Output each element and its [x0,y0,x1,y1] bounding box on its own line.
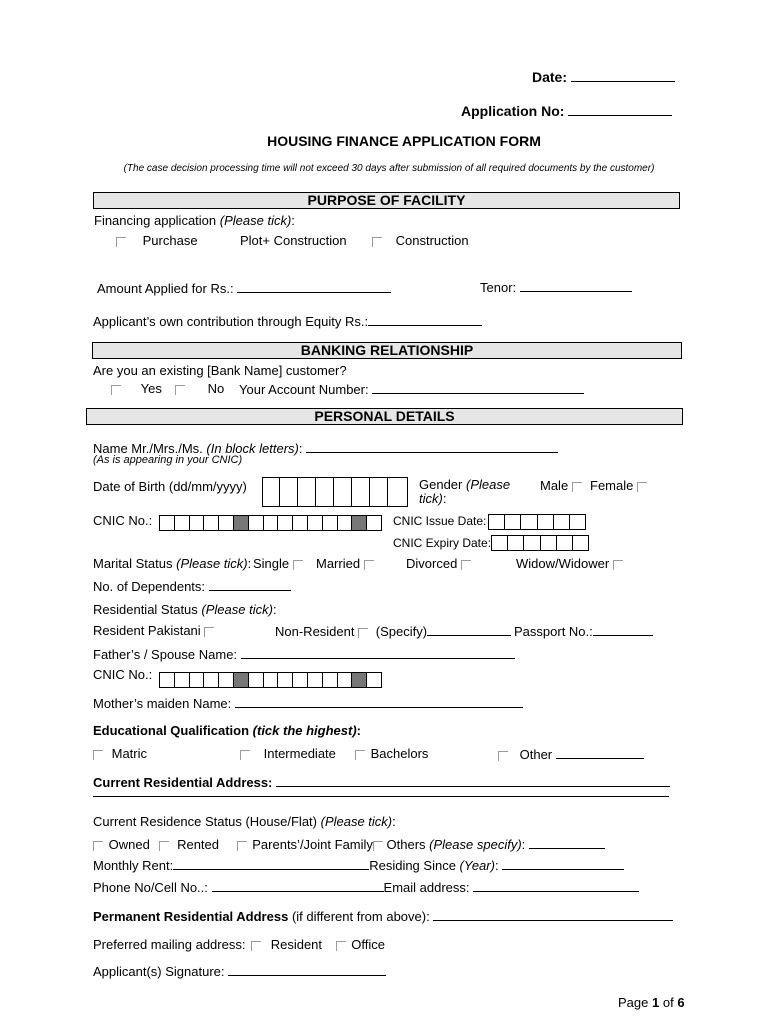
cnic-expiry-label: CNIC Expiry Date: [393,536,492,550]
permanent-address-hint: (if different from above): [291,909,430,924]
name-note: (As is appearing in your CNIC) [93,454,243,466]
residence-status-label: Current Residence Status (House/Flat) [93,814,317,829]
passport-line[interactable] [593,623,653,636]
education-colon: : [356,723,362,738]
section-banking-heading: BANKING RELATIONSHIP [92,342,682,359]
mail-resident-label: Resident [270,937,323,952]
owned-checkbox[interactable] [93,841,103,851]
bachelors-label: Bachelors [370,746,429,761]
others-hint: (Please specify) [429,837,522,852]
account-number-line[interactable] [372,381,584,394]
father-spouse-line[interactable] [241,646,515,659]
marital-status-label-block [93,556,251,571]
residential-label: Residential Status [93,602,198,617]
dependents-field [93,578,291,594]
financing-colon: : [291,213,295,228]
mail-resident-checkbox[interactable] [251,941,261,951]
male-label: Male [540,478,569,493]
dependents-label: No. of Dependents: [93,579,206,594]
purchase-option[interactable] [116,233,198,248]
rent-label: Monthly Rent: [93,858,174,873]
residential-colon: : [272,602,277,617]
matric-option[interactable] [93,746,147,761]
no-label: No [207,381,225,396]
since-hint: (Year) [459,858,495,873]
purchase-checkbox[interactable] [116,237,126,247]
cnic-boxes[interactable] [159,515,382,531]
cnic-label: CNIC No.: [93,513,153,528]
page-total: 6 [677,995,685,1010]
tenor-line[interactable] [520,279,632,292]
gender-hint-2: tick) [419,491,443,506]
non-resident-checkbox[interactable] [358,628,368,638]
form-title: HOUSING FINANCE APPLICATION FORM [267,133,541,149]
single-label: Single [253,556,290,571]
matric-checkbox[interactable] [93,750,103,760]
construction-label: Construction [395,233,469,248]
section-personal-heading: PERSONAL DETAILS [86,408,683,425]
permanent-address-field [93,908,673,924]
cnic2-boxes[interactable] [159,672,382,688]
permanent-address-line[interactable] [433,908,673,921]
others-label: Others [386,837,426,852]
since-label: Residing Since [369,858,456,873]
dependents-line[interactable] [209,578,291,591]
widow-option[interactable] [516,556,623,571]
page-number: 1 [652,995,660,1010]
other-label: Other [519,747,553,762]
residence-status-label-block [93,814,396,829]
married-checkbox[interactable] [364,560,374,570]
signature-label: Applicant(s) Signature: [93,964,225,979]
divorced-checkbox[interactable] [461,560,471,570]
of-word: of [662,995,674,1010]
date-field [532,69,675,85]
others-colon: : [521,837,526,852]
female-label: Female [590,478,634,493]
intermediate-checkbox[interactable] [240,750,250,760]
date-line[interactable] [571,69,675,82]
non-resident-option[interactable] [275,623,511,639]
married-label: Married [316,556,361,571]
divorced-option[interactable] [406,556,471,571]
widow-label: Widow/Widower [516,556,610,571]
cnic2-label: CNIC No.: [93,667,153,682]
residential-status-label-block [93,602,277,617]
construction-checkbox[interactable] [372,237,382,247]
residence-status-hint: (Please tick) [320,814,393,829]
bachelors-option[interactable] [355,746,428,761]
mail-office-checkbox[interactable] [336,941,346,951]
construction-option[interactable] [372,233,469,248]
yes-checkbox[interactable] [111,385,121,395]
passport-label: Passport No.: [514,624,593,639]
email-line[interactable] [473,879,639,892]
education-label: Educational Qualification [93,723,250,738]
no-checkbox[interactable] [175,385,185,395]
current-address-line-2[interactable] [93,796,669,797]
marital-label: Marital Status [93,556,173,571]
financing-label: Financing application [94,213,217,228]
rent-since-row [93,857,624,873]
resident-pakistani-option[interactable] [93,623,214,638]
rent-line[interactable] [173,857,369,870]
gender-label: Gender [419,477,463,492]
others-checkbox[interactable] [373,841,383,851]
rented-label: Rented [177,837,219,852]
current-address-field [93,774,670,790]
residence-options [93,836,605,852]
phone-email-row [93,879,639,895]
since-line[interactable] [502,857,624,870]
education-label-block [93,723,361,738]
equity-label: Applicant’s own contribution through Equity Rs.: [93,314,369,329]
male-checkbox[interactable] [572,482,582,492]
single-checkbox[interactable] [293,560,303,570]
mailing-address-row [93,937,385,952]
tenor-field [480,279,632,295]
single-option[interactable] [253,556,303,571]
rented-checkbox[interactable] [159,841,169,851]
application-no-line[interactable] [568,103,672,116]
widow-checkbox[interactable] [613,560,623,570]
matric-label: Matric [111,746,148,761]
application-no-field [461,103,672,119]
female-option[interactable] [590,478,647,493]
resident-pakistani-label: Resident Pakistani [93,623,201,638]
marital-hint: (Please tick) [176,556,248,571]
amount-field [97,280,391,296]
phone-label: Phone No/Cell No..: [93,880,208,895]
signature-line[interactable] [228,963,386,976]
processing-note: (The case decision processing time will not exceed 30 days after submission of all required documents by the customer) [123,163,655,174]
cnic-issue-boxes[interactable] [488,514,586,530]
father-spouse-label: Father’s / Spouse Name: [93,647,238,662]
residence-status-colon: : [392,814,396,829]
married-option[interactable] [316,556,374,571]
plot-construction-option[interactable]: Plot+ Construction [240,233,347,248]
other-checkbox[interactable] [498,751,508,761]
specify-label: (Specify) [375,624,428,639]
current-address-label: Current Residential Address: [93,775,273,790]
female-checkbox[interactable] [637,482,647,492]
name-colon: : [298,441,303,456]
date-label: Date: [532,69,568,85]
account-number-field [239,381,584,397]
bachelors-checkbox[interactable] [355,750,365,760]
divorced-label: Divorced [406,556,458,571]
other-option[interactable] [498,746,644,762]
dob-boxes[interactable] [262,477,408,507]
yes-option[interactable] [111,381,162,396]
equity-field [93,313,482,329]
email-label: Email address: [383,880,470,895]
mail-office-label: Office [351,937,385,952]
intermediate-label: Intermediate [263,746,336,761]
others-line[interactable] [529,836,605,849]
intermediate-option[interactable] [240,746,336,761]
yes-label: Yes [140,381,162,396]
non-resident-label: Non-Resident [275,624,355,639]
education-hint: (tick the highest) [252,723,357,738]
signature-field [93,963,386,979]
male-option[interactable] [540,478,582,493]
name-hint: (In block letters) [206,441,299,456]
mother-label: Mother’s maiden Name: [93,696,232,711]
tenor-label: Tenor: [480,280,517,295]
residential-hint: (Please tick) [201,602,273,617]
current-address-line-1[interactable] [276,774,670,787]
gender-hint-1: (Please [466,477,511,492]
cnic-issue-label: CNIC Issue Date: [393,514,487,528]
financing-application-row [94,213,295,228]
father-spouse-field [93,646,515,662]
parents-checkbox[interactable] [237,841,247,851]
financing-hint: (Please tick) [219,213,292,228]
mother-field [93,695,523,711]
other-line[interactable] [556,746,644,759]
name-label: Name Mr./Mrs./Ms. [93,441,203,456]
marital-colon: : [247,556,252,571]
name-line[interactable] [306,440,558,453]
equity-line[interactable] [368,313,482,326]
resident-pakistani-checkbox[interactable] [204,627,214,637]
parents-label: Parents’/Joint Family [252,837,373,852]
no-option[interactable] [175,381,224,396]
specify-line[interactable] [427,623,511,636]
page-indicator [618,995,685,1010]
application-no-label: Application No: [461,103,565,119]
phone-line[interactable] [212,879,384,892]
page-word: Page [618,995,649,1010]
cnic-expiry-boxes[interactable] [491,535,589,551]
mother-line[interactable] [235,695,523,708]
gender-colon: : [442,491,447,506]
permanent-address-label: Permanent Residential Address [93,909,289,924]
passport-field [514,623,653,639]
gender-label-block [419,478,510,506]
dob-label: Date of Birth (dd/mm/yyyy) [93,479,247,494]
section-purpose-heading: PURPOSE OF FACILITY [93,192,680,209]
account-number-label: Your Account Number: [239,382,369,397]
amount-label: Amount Applied for Rs.: [97,281,234,296]
existing-customer-question: Are you an existing [Bank Name] customer? [93,363,347,378]
since-colon: : [494,858,499,873]
amount-line[interactable] [237,280,391,293]
purchase-label: Purchase [142,233,198,248]
owned-label: Owned [108,837,150,852]
mailing-label: Preferred mailing address: [93,937,246,952]
